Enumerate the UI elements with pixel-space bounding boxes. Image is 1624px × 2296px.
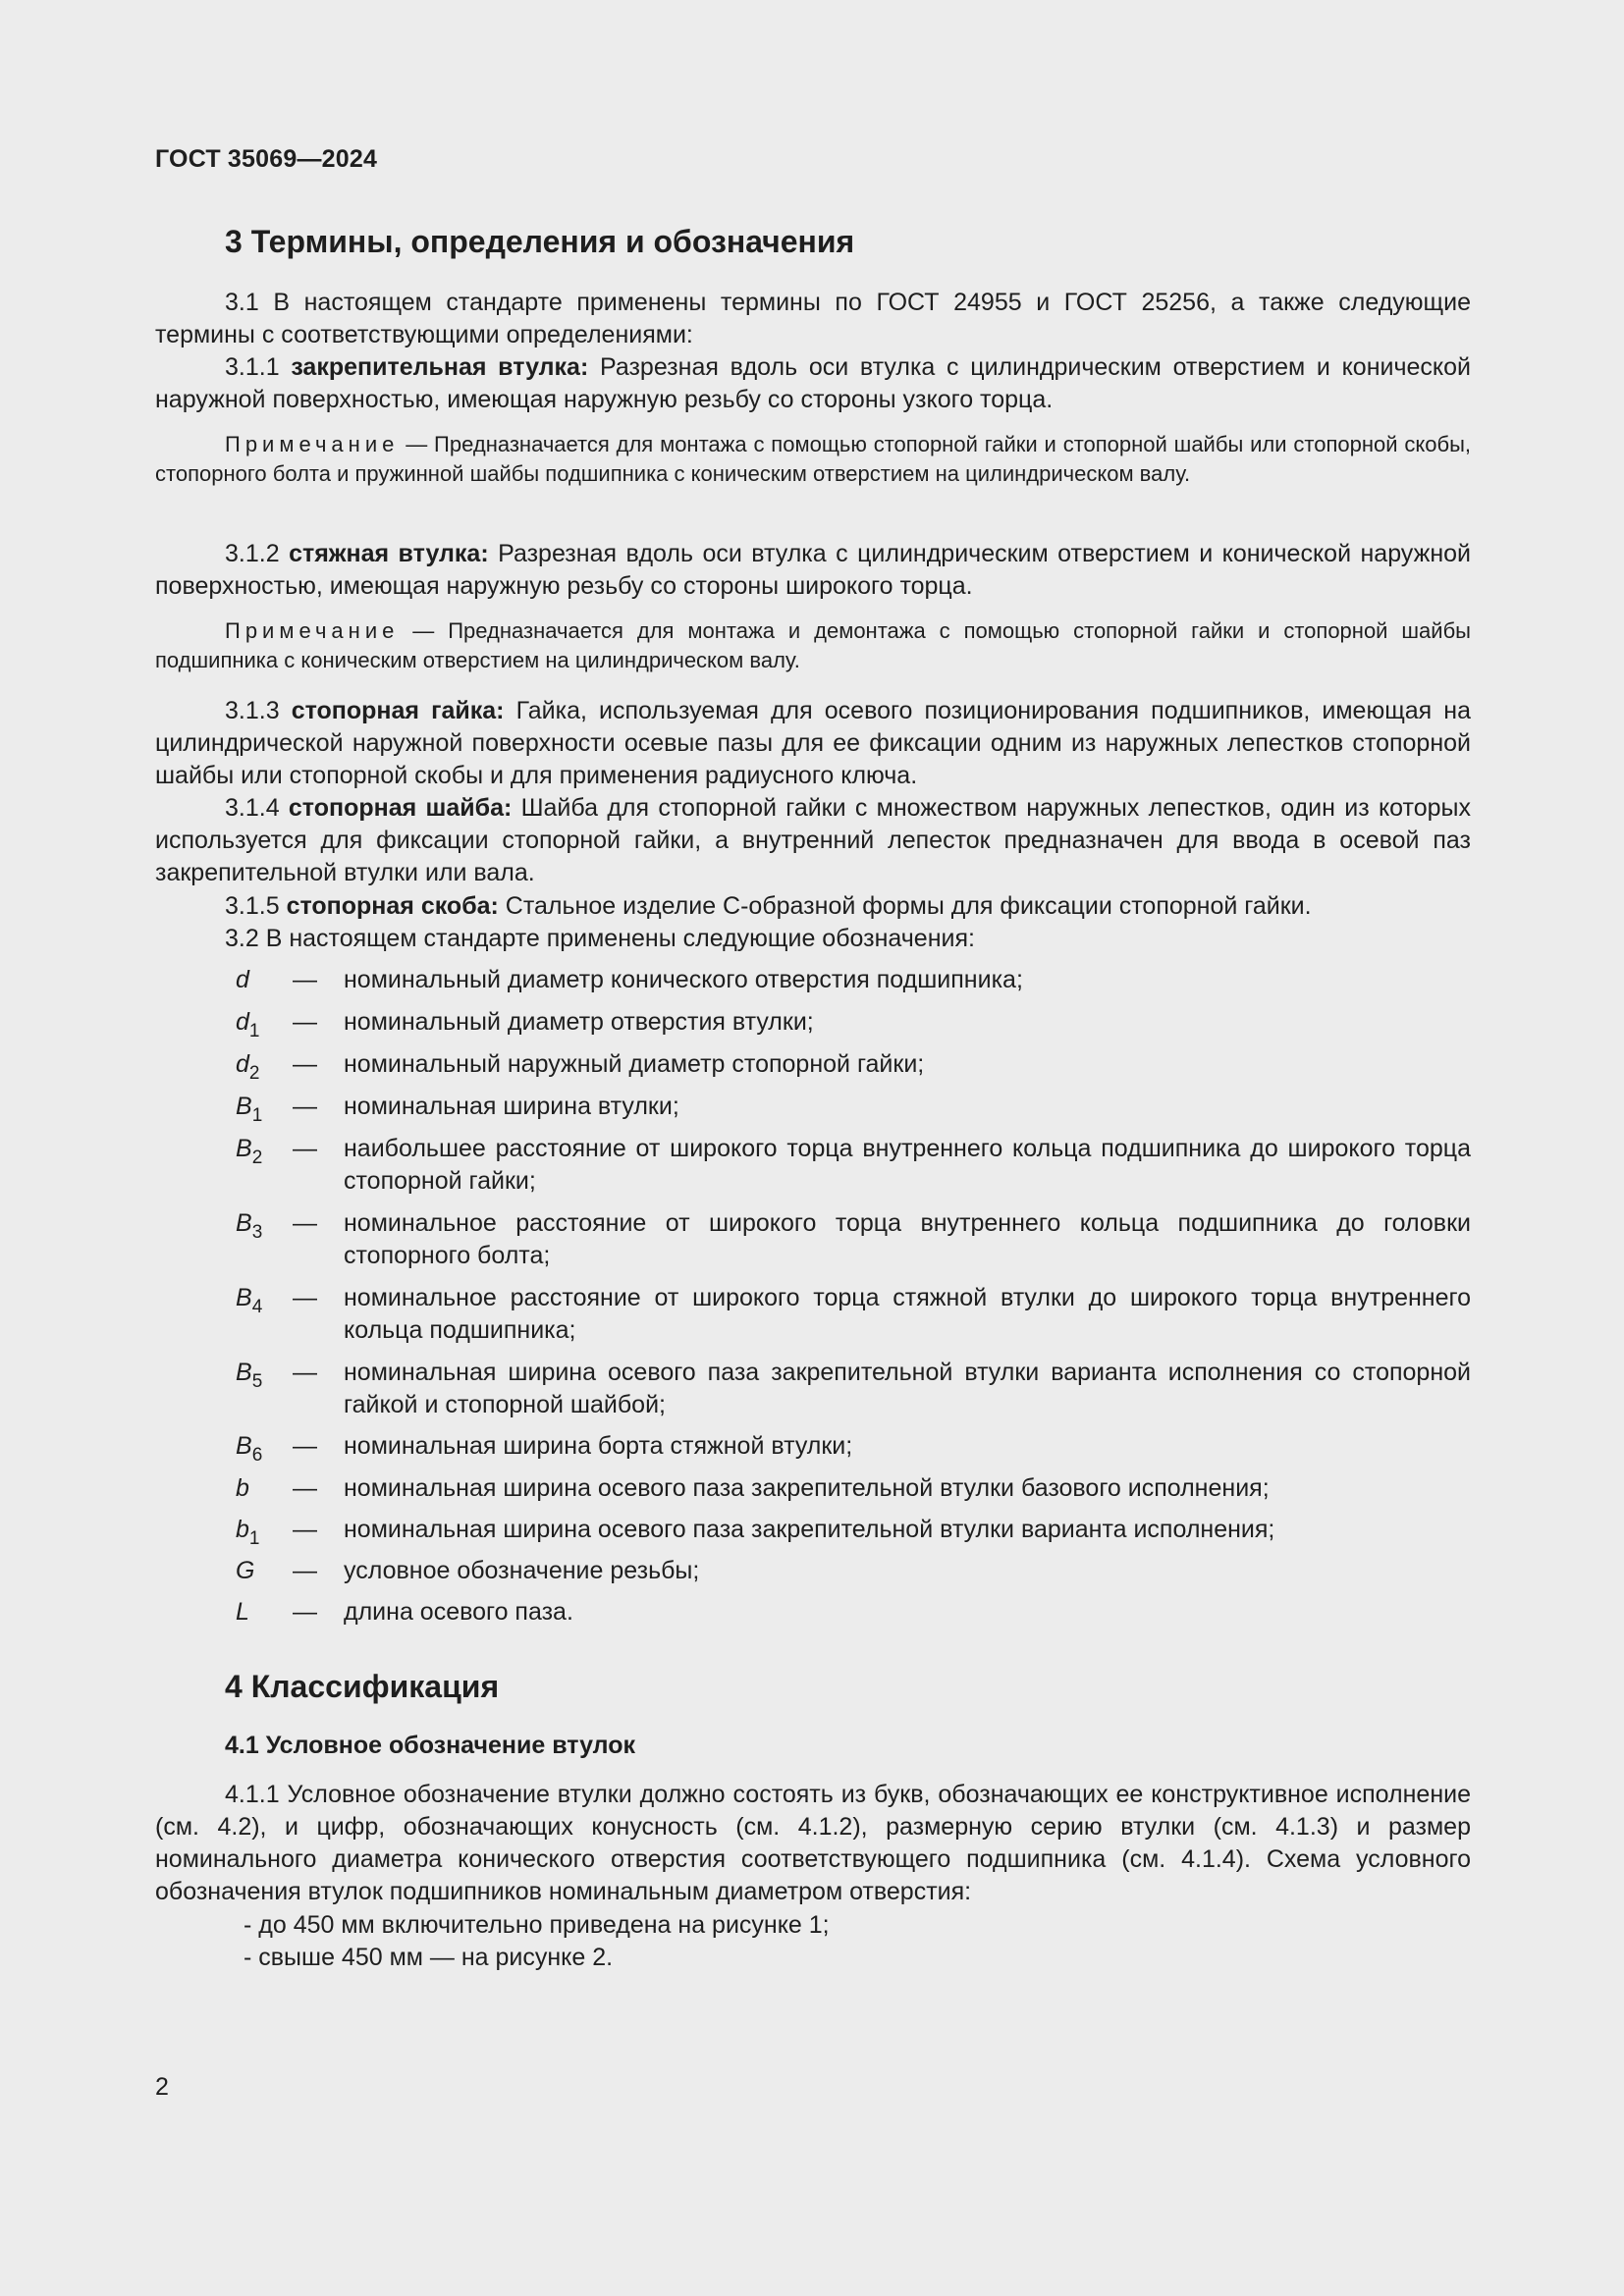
dash: — bbox=[293, 1474, 317, 1502]
term-definition: Стальное изделие С-образной формы для фиксации стопорной гайки. bbox=[498, 892, 1312, 920]
list-item: - свыше 450 мм — на рисунке 2. bbox=[244, 1944, 614, 1971]
symbol-definition: номинальная ширина втулки; bbox=[344, 1093, 679, 1120]
symbol: $d_2$ bbox=[236, 1050, 260, 1084]
symbol: b bbox=[236, 1474, 249, 1502]
dash: — bbox=[293, 1209, 317, 1237]
symbol-definition: номинальный наружный диаметр стопорной гайки; bbox=[344, 1050, 925, 1078]
paragraph-3-2: 3.2 В настоящем стандарте применены следующие обозначения: bbox=[225, 925, 975, 952]
term-definition: Гайка, используемая для осевого позиционирования подшипников, имеющая на цилиндрической наружной поверхности осевые пазы для ее фиксации одним из наружных лепестков стопорной шайбы или стопорной скобы и для применения радиусного ключа. bbox=[155, 697, 1471, 789]
section-4-title: 4 Классификация bbox=[225, 1669, 500, 1704]
note-2 bbox=[155, 616, 1471, 675]
list-item: - до 450 мм включительно приведена на рисунке 1; bbox=[244, 1911, 830, 1939]
symbol-definition: номинальный диаметр отверстия втулки; bbox=[344, 1008, 814, 1036]
symbol-definition: условное обозначение резьбы; bbox=[344, 1557, 700, 1584]
dash: — bbox=[293, 1432, 317, 1460]
term-3-1-2 bbox=[155, 538, 1471, 603]
symbol-definition: номинальная ширина борта стяжной втулки; bbox=[344, 1432, 853, 1460]
dash: — bbox=[293, 1093, 317, 1120]
symbol: $d_1$ bbox=[236, 1008, 260, 1041]
symbol-definition: номинальный диаметр конического отверстия подшипника; bbox=[344, 966, 1023, 993]
term-definition: Шайба для стопорной гайки с множеством наружных лепестков, один из которых используется для фиксации стопорной гайки, а внутренний лепесток предназначен для ввода в осевой паз закрепительной втулки или вала. bbox=[155, 794, 1471, 886]
symbol: $B_3$ bbox=[236, 1209, 263, 1243]
symbol: $b_1$ bbox=[236, 1516, 260, 1549]
term-name: стопорная гайка: bbox=[291, 697, 505, 724]
symbol-definition: длина осевого паза. bbox=[344, 1598, 573, 1626]
paragraph-3-1: 3.1 В настоящем стандарте применены термины по ГОСТ 24955 и ГОСТ 25256, а также следующие термины с соответствующими определениями: bbox=[155, 289, 1471, 348]
document-code-header: ГОСТ 35069—2024 bbox=[155, 145, 378, 173]
term-name: закрепительная втулка: bbox=[291, 353, 589, 381]
symbol-definition: номинальное расстояние от широкого торца внутреннего кольца подшипника до головки стопорного болта; bbox=[344, 1209, 1471, 1269]
term-number: 3.1.2 bbox=[225, 540, 290, 567]
term-number: 3.1.3 bbox=[225, 697, 292, 724]
term-number: 3.1.5 bbox=[225, 892, 287, 920]
symbol-definition: наибольшее расстояние от широкого торца внутреннего кольца подшипника до широкого торца стопорной гайки; bbox=[344, 1135, 1471, 1195]
dash: — bbox=[293, 1359, 317, 1386]
dash: — bbox=[293, 1598, 317, 1626]
dash: — bbox=[293, 1557, 317, 1584]
note-label: Примечание bbox=[225, 432, 400, 456]
paragraph-4-1-1: 4.1.1 Условное обозначение втулки должно состоять из букв, обозначающих ее конструктивное исполнение (см. 4.2), и цифр, обозначающих конусность (см. 4.1.2), размерную серию втулки (см. 4.1.3) и размер номинального диаметра конического отверстия соответствующего подшипника (см. 4.1.4). Схема условного обозначения втулок подшипников номинальным диаметром отверстия: bbox=[155, 1781, 1471, 1905]
term-3-1-1 bbox=[155, 351, 1471, 416]
symbol: $B_5$ bbox=[236, 1359, 263, 1392]
note-text: — Предназначается для монтажа с помощью стопорной гайки и стопорной шайбы или стопорной скобы, стопорного болта и пружинной шайбы подшипника с коническим отверстием на цилиндрическом валу. bbox=[155, 432, 1471, 486]
dash: — bbox=[293, 966, 317, 993]
note-1 bbox=[155, 430, 1471, 489]
symbol-definition: номинальная ширина осевого паза закрепительной втулки варианта исполнения со стопорной гайкой и стопорной шайбой; bbox=[344, 1359, 1471, 1418]
note-label: Примечание bbox=[225, 618, 400, 643]
symbol-definition: номинальная ширина осевого паза закрепительной втулки варианта исполнения; bbox=[344, 1516, 1275, 1543]
dash: — bbox=[293, 1284, 317, 1311]
dash: — bbox=[293, 1516, 317, 1543]
term-3-1-5 bbox=[155, 890, 1471, 923]
symbol: $B_1$ bbox=[236, 1093, 263, 1126]
page-number: 2 bbox=[155, 2073, 169, 2101]
symbol: $B_4$ bbox=[236, 1284, 263, 1317]
symbol: $B_6$ bbox=[236, 1432, 263, 1466]
term-number: 3.1.4 bbox=[225, 794, 289, 822]
term-name: стяжная втулка: bbox=[289, 540, 489, 567]
term-3-1-3 bbox=[155, 695, 1471, 792]
symbol-definition: номинальное расстояние от широкого торца стяжной втулки до широкого торца внутреннего кольца подшипника; bbox=[344, 1284, 1471, 1344]
section-3-title: 3 Термины, определения и обозначения bbox=[225, 224, 855, 259]
dash: — bbox=[293, 1008, 317, 1036]
note-text: — Предназначается для монтажа и демонтажа с помощью стопорной гайки и стопорной шайбы подшипника с коническим отверстием на цилиндрическом валу. bbox=[155, 618, 1471, 672]
dash: — bbox=[293, 1050, 317, 1078]
term-name: стопорная скоба: bbox=[286, 892, 499, 920]
subsection-4-1-title: 4.1 Условное обозначение втулок bbox=[225, 1732, 636, 1759]
term-definition: Разрезная вдоль оси втулка с цилиндрическим отверстием и конической наружной поверхностью, имеющая наружную резьбу со стороны широкого торца. bbox=[155, 540, 1471, 600]
symbol: L bbox=[236, 1598, 249, 1626]
symbol-definition: номинальная ширина осевого паза закрепительной втулки базового исполнения; bbox=[344, 1474, 1270, 1502]
symbol: $B_2$ bbox=[236, 1135, 263, 1168]
symbol: d bbox=[236, 966, 249, 993]
term-number: 3.1.1 bbox=[225, 353, 292, 381]
dash: — bbox=[293, 1135, 317, 1162]
symbol: G bbox=[236, 1557, 255, 1584]
term-definition: Разрезная вдоль оси втулка с цилиндрическим отверстием и конической наружной поверхностью, имеющая наружную резьбу со стороны узкого торца. bbox=[155, 353, 1471, 413]
term-name: стопорная шайба: bbox=[288, 794, 513, 822]
term-3-1-4 bbox=[155, 792, 1471, 889]
